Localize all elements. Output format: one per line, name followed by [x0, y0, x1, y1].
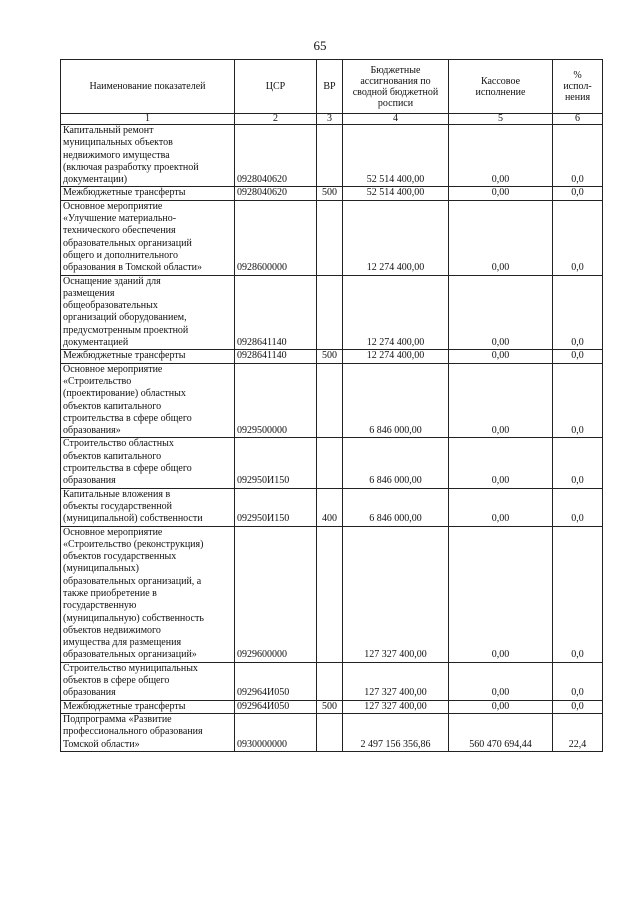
csr-code: 0928040620 [235, 187, 317, 200]
vr-code [317, 200, 343, 275]
cash-execution: 560 470 694,44 [449, 713, 553, 751]
column-number: 4 [343, 114, 449, 125]
table-row [61, 200, 603, 275]
cash-execution: 0,00 [449, 700, 553, 713]
budget-amount: 127 327 400,00 [343, 526, 449, 662]
execution-percent: 0,0 [553, 187, 603, 200]
table-row [61, 488, 603, 526]
column-number: 6 [553, 114, 603, 125]
cash-execution: 0,00 [449, 488, 553, 526]
vr-code [317, 363, 343, 438]
vr-code [317, 438, 343, 488]
indicator-name: Строительство областных объектов капитального строительства в сфере общего образования [61, 438, 235, 488]
indicator-name: Основное мероприятие «Улучшение материально- технического обеспечения образовательных организаций общего и дополнительного образования в Томской области» [61, 200, 235, 275]
vr-code [317, 275, 343, 350]
budget-amount: 127 327 400,00 [343, 662, 449, 700]
budget-amount: 12 274 400,00 [343, 275, 449, 350]
vr-code [317, 125, 343, 187]
vr-code: 500 [317, 350, 343, 363]
page-number: 65 [313, 38, 327, 53]
indicator-name: Подпрограмма «Развитие профессионального образования Томской области» [61, 713, 235, 751]
budget-execution-table [60, 59, 603, 752]
csr-code: 0928641140 [235, 350, 317, 363]
csr-code: 092950И150 [235, 488, 317, 526]
table-row [61, 187, 603, 200]
column-number: 2 [235, 114, 317, 125]
indicator-name: Строительство муниципальных объектов в сфере общего образования [61, 662, 235, 700]
header-vr: ВР [317, 60, 343, 114]
header-name: Наименование показателей [61, 60, 235, 114]
execution-percent: 0,0 [553, 662, 603, 700]
table-row [61, 713, 603, 751]
indicator-name: Межбюджетные трансферты [61, 350, 235, 363]
execution-percent: 0,0 [553, 700, 603, 713]
vr-code [317, 662, 343, 700]
csr-code: 0928641140 [235, 275, 317, 350]
csr-code: 0928600000 [235, 200, 317, 275]
budget-amount: 12 274 400,00 [343, 350, 449, 363]
execution-percent: 0,0 [553, 526, 603, 662]
indicator-name: Основное мероприятие «Строительство (проектирование) областных объектов капитального строительства в сфере общего образования» [61, 363, 235, 438]
csr-code: 092950И150 [235, 438, 317, 488]
cash-execution: 0,00 [449, 350, 553, 363]
table-row [61, 526, 603, 662]
csr-code: 0929500000 [235, 363, 317, 438]
budget-amount: 52 514 400,00 [343, 187, 449, 200]
cash-execution: 0,00 [449, 200, 553, 275]
table-row [61, 125, 603, 187]
budget-amount: 2 497 156 356,86 [343, 713, 449, 751]
table-row [61, 662, 603, 700]
cash-execution: 0,00 [449, 275, 553, 350]
table-header-row [61, 60, 603, 114]
table-body [61, 125, 603, 752]
budget-amount: 6 846 000,00 [343, 438, 449, 488]
vr-code: 500 [317, 187, 343, 200]
csr-code: 092964И050 [235, 700, 317, 713]
header-csr: ЦСР [235, 60, 317, 114]
table-row [61, 438, 603, 488]
cash-execution: 0,00 [449, 363, 553, 438]
cash-execution: 0,00 [449, 438, 553, 488]
vr-code: 500 [317, 700, 343, 713]
execution-percent: 0,0 [553, 125, 603, 187]
csr-code: 0930000000 [235, 713, 317, 751]
column-number: 5 [449, 114, 553, 125]
execution-percent: 0,0 [553, 350, 603, 363]
table-row [61, 275, 603, 350]
budget-amount: 127 327 400,00 [343, 700, 449, 713]
table-row [61, 363, 603, 438]
budget-amount: 6 846 000,00 [343, 488, 449, 526]
table-row [61, 700, 603, 713]
execution-percent: 22,4 [553, 713, 603, 751]
header-cash: Кассовое исполнение [449, 60, 553, 114]
execution-percent: 0,0 [553, 200, 603, 275]
indicator-name: Оснащение зданий для размещения общеобразовательных организаций оборудованием, предусмотренным проектной документацией [61, 275, 235, 350]
budget-amount: 12 274 400,00 [343, 200, 449, 275]
column-number-row [61, 114, 603, 125]
indicator-name: Капитальный ремонт муниципальных объектов недвижимого имущества (включая разработку проектной документации) [61, 125, 235, 187]
indicator-name: Межбюджетные трансферты [61, 187, 235, 200]
csr-code: 092964И050 [235, 662, 317, 700]
execution-percent: 0,0 [553, 438, 603, 488]
cash-execution: 0,00 [449, 526, 553, 662]
execution-percent: 0,0 [553, 488, 603, 526]
header-budget: Бюджетные ассигнования по сводной бюджетной росписи [343, 60, 449, 114]
cash-execution: 0,00 [449, 187, 553, 200]
csr-code: 0929600000 [235, 526, 317, 662]
vr-code [317, 526, 343, 662]
execution-percent: 0,0 [553, 275, 603, 350]
vr-code [317, 713, 343, 751]
column-number: 3 [317, 114, 343, 125]
csr-code: 0928040620 [235, 125, 317, 187]
indicator-name: Капитальные вложения в объекты государственной (муниципальной) собственности [61, 488, 235, 526]
indicator-name: Основное мероприятие «Строительство (реконструкция) объектов государственных (муниципальных) образовательных организаций, а также приобретение в государственную (муниципальную) собственность объектов недвижимого имущества для размещения образовательных организаций» [61, 526, 235, 662]
column-number: 1 [61, 114, 235, 125]
header-pct: % испол- нения [553, 60, 603, 114]
budget-amount: 52 514 400,00 [343, 125, 449, 187]
vr-code: 400 [317, 488, 343, 526]
cash-execution: 0,00 [449, 125, 553, 187]
execution-percent: 0,0 [553, 363, 603, 438]
budget-amount: 6 846 000,00 [343, 363, 449, 438]
indicator-name: Межбюджетные трансферты [61, 700, 235, 713]
cash-execution: 0,00 [449, 662, 553, 700]
table-row [61, 350, 603, 363]
